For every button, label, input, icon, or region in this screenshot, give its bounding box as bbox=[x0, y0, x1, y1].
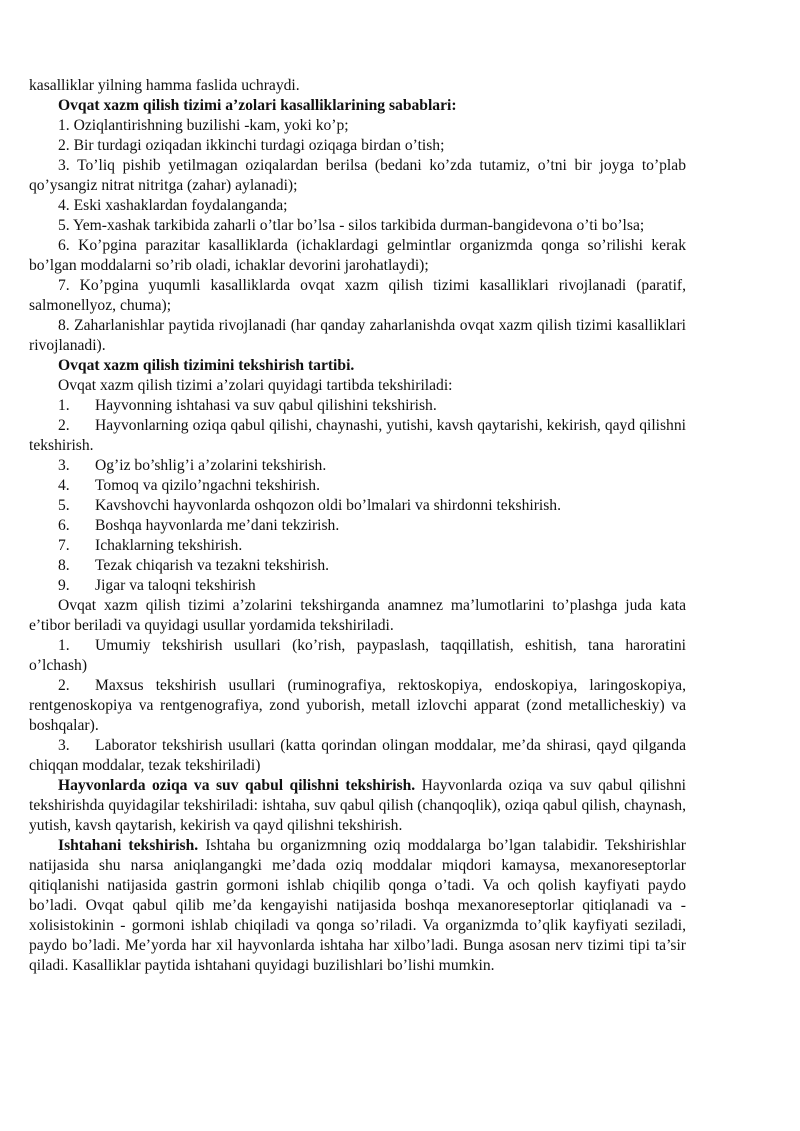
paragraph-appetite bbox=[29, 836, 686, 976]
order-text: Tomoq va qizilo’ngachni tekshirish. bbox=[95, 477, 320, 494]
cause-item: 7. Ko’pgina yuqumli kasalliklarda ovqat xazm qilish tizimi kasalliklari rivojlanadi (paratif, salmonellyoz, chuma); bbox=[29, 277, 686, 314]
order-number: 1. bbox=[58, 397, 70, 414]
order-item bbox=[29, 556, 686, 576]
order-item bbox=[29, 416, 686, 456]
cause-item: 5. Yem-xashak tarkibida zaharli o’tlar bo’lsa - silos tarkibida durman-bangidevona o’ti bo’lsa; bbox=[58, 217, 645, 234]
order-number: 5. bbox=[58, 497, 70, 514]
order-item bbox=[29, 396, 686, 416]
cause-item: 3. To’liq pishib yetilmagan oziqalardan berilsa (bedani ko’zda tutamiz, o’tni bir joyga to’plab qo’ysangiz nitrat nitritga (zahar) aylanadi); bbox=[29, 157, 686, 194]
order-number: 3. bbox=[58, 457, 70, 474]
order-item bbox=[29, 516, 686, 536]
paragraph-order-intro: Ovqat xazm qilish tizimi a’zolari quyidagi tartibda tekshiriladi: bbox=[58, 377, 453, 394]
order-text: Hayvonning ishtahasi va suv qabul qilishini tekshirish. bbox=[95, 397, 437, 414]
method-text: Maxsus tekshirish usullari (ruminografiya, rektoskopiya, endoskopiya, laringoskopiya, rentgenoskopiya va rentgenografiya, zond yuborish, metall izlovchi apparat (zond metallicheskiy) va boshqalar). bbox=[29, 677, 686, 734]
cause-item: 4. Eski xashaklardan foydalanganda; bbox=[58, 197, 288, 214]
method-number: 1. bbox=[58, 637, 70, 654]
cause-item: 6. Ko’pgina parazitar kasalliklarda (ichaklardagi gelmintlar organizmda qonga so’rilishi kerak bo’lgan moddalarni so’rib oladi, ichaklar devorini jarohatlaydi); bbox=[29, 237, 686, 274]
cause-item: 8. Zaharlanishlar paytida rivojlanadi (har qanday zaharlanishda ovqat xazm qilish tizimi kasalliklari rivojlanadi). bbox=[29, 317, 686, 354]
paragraph-intro: kasalliklar yilning hamma faslida uchraydi. bbox=[29, 77, 300, 94]
paragraph-feed-water bbox=[29, 776, 686, 836]
feed-water-heading: Hayvonlarda oziqa va suv qabul qilishni tekshirish. bbox=[58, 777, 416, 794]
heading-causes: Ovqat xazm qilish tizimi a’zolari kasalliklarining sabablari: bbox=[58, 97, 457, 114]
order-item bbox=[29, 476, 686, 496]
appetite-text: Ishtaha bu organizmning oziq moddalarga bo’lgan talabidir. Tekshirishlar natijasida shu narsa aniqlangangki me’dada oziq moddalar miqdori kamaysa, mexanoreseptorlar qitiqlanishi natijasida gastrin gormoni ishlab chiqilib qonga o’tadi. Va och qolish kayfiyati paydo bo’ladi. Ovqat qabul qilib me’da kengayishi natijasida boshqa mexanoreseptorlar qitiqlanadi va - xolisistokinin - gormoni ishlab chiqiladi va qonga so’riladi. Va organizmda to’qlik kayfiyati seziladi, paydo bo’ladi. Me’yorda har xil hayvonlarda ishtaha har xilbo’ladi. Bunga asosan nerv tizimi tipi ta’sir qiladi. Kasalliklar paytida ishtahani quyidagi buzilishlari bo’lishi mumkin. bbox=[29, 837, 686, 974]
exam-order-list bbox=[29, 396, 686, 596]
order-number: 9. bbox=[58, 577, 70, 594]
method-text: Umumiy tekshirish usullari (ko’rish, paypaslash, taqqillatish, eshitish, tana haroratini o’lchash) bbox=[29, 637, 686, 674]
order-item bbox=[29, 576, 686, 596]
order-text: Jigar va taloqni tekshirish bbox=[95, 577, 256, 594]
method-item bbox=[29, 736, 686, 776]
method-item bbox=[29, 676, 686, 736]
order-text: Boshqa hayvonlarda me’dani tekzirish. bbox=[95, 517, 340, 534]
methods-list bbox=[29, 636, 686, 776]
heading-exam-order: Ovqat xazm qilish tizimini tekshirish tartibi. bbox=[58, 357, 355, 374]
appetite-heading: Ishtahani tekshirish. bbox=[58, 837, 199, 854]
order-text: Og’iz bo’shlig’i a’zolarini tekshirish. bbox=[95, 457, 327, 474]
order-number: 4. bbox=[58, 477, 70, 494]
order-number: 7. bbox=[58, 537, 70, 554]
order-text: Tezak chiqarish va tezakni tekshirish. bbox=[95, 557, 330, 574]
feed-water-text: Hayvonlarda oziqa va suv qabul qilishni tekshirishda quyidagilar tekshiriladi: ishtaha, suv qabul qilish (chanqoqlik), oziqa qabul qilish, chaynash, yutish, kavsh qaytarish, kekirish va qayd qilishni tekshirish. bbox=[29, 777, 686, 834]
order-text: Kavshovchi hayvonlarda oshqozon oldi bo’lmalari va shirdonni tekshirish. bbox=[95, 497, 561, 514]
method-number: 2. bbox=[58, 677, 70, 694]
order-number: 2. bbox=[58, 417, 70, 434]
order-text: Hayvonlarning oziqa qabul qilishi, chaynashi, yutishi, kavsh qaytarishi, kekirish, qayd qilishni tekshirish. bbox=[29, 417, 686, 454]
method-number: 3. bbox=[58, 737, 70, 754]
order-number: 6. bbox=[58, 517, 70, 534]
method-item bbox=[29, 636, 686, 676]
order-item bbox=[29, 456, 686, 476]
order-number: 8. bbox=[58, 557, 70, 574]
order-item bbox=[29, 496, 686, 516]
order-item bbox=[29, 536, 686, 556]
cause-item: 2. Bir turdagi oziqadan ikkinchi turdagi oziqaga birdan o’tish; bbox=[58, 137, 445, 154]
cause-item: 1. Oziqlantirishning buzilishi -kam, yoki ko’p; bbox=[58, 117, 349, 134]
method-text: Laborator tekshirish usullari (katta qorindan olingan moddalar, me’da shirasi, qayd qilganda chiqqan moddalar, tezak tekshiriladi) bbox=[29, 737, 686, 774]
order-text: Ichaklarning tekshirish. bbox=[95, 537, 243, 554]
paragraph-methods-intro: Ovqat xazm qilish tizimi a’zolarini tekshirganda anamnez ma’lumotlarini to’plashga juda kata e’tibor beriladi va quyidagi usullar yordamida tekshiriladi. bbox=[29, 597, 686, 634]
causes-list bbox=[29, 116, 686, 356]
